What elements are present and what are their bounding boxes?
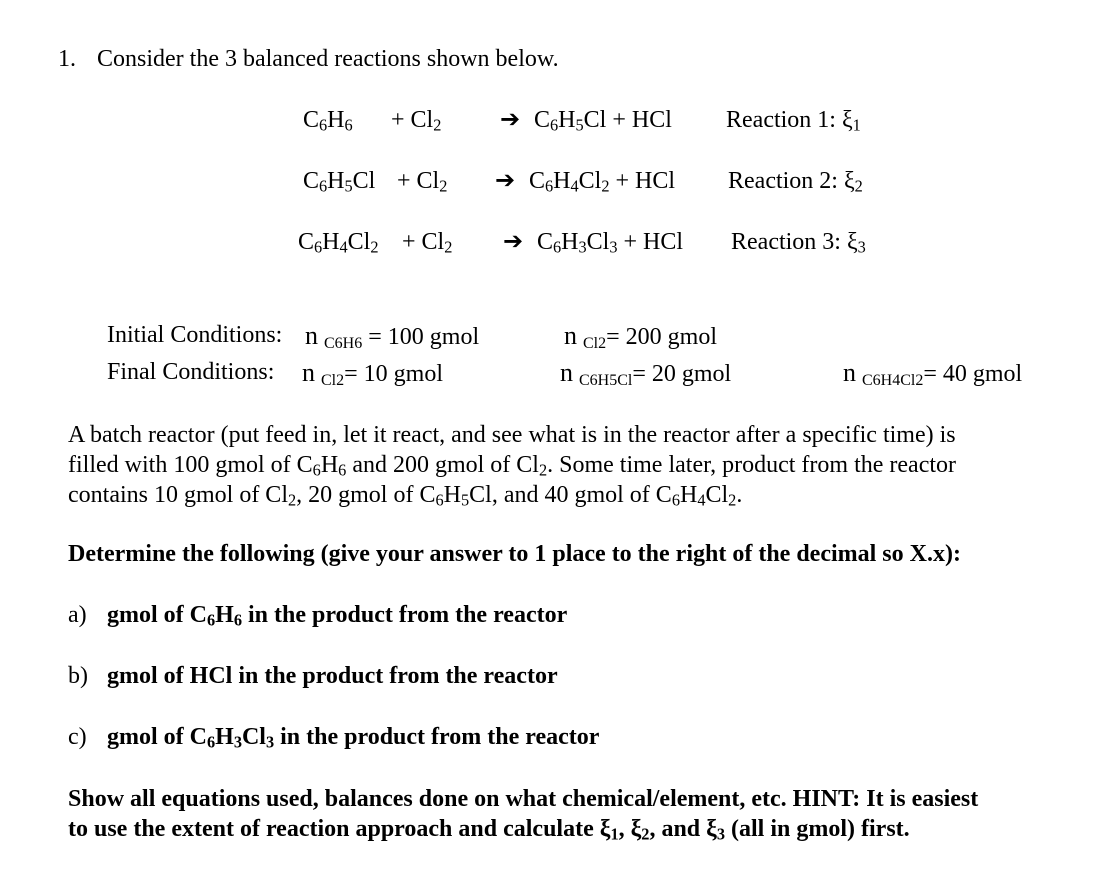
part-c-letter: c) [68, 724, 87, 750]
reaction-1-products: $C_6H_5Cl$ + HCl [534, 107, 672, 135]
reaction-2-reactant-2: + $Cl_2$ [397, 168, 448, 196]
reaction-1-arrow-icon: ➔ [500, 105, 521, 133]
reaction-2-reactant-1: $C_6H_5Cl$ [303, 168, 376, 196]
final-conditions-label: Final Conditions: [107, 359, 275, 385]
question-number: 1. [58, 46, 76, 72]
show-work-instruction [68, 784, 1068, 844]
reaction-2-label: Reaction 2: $\xi_2$ [728, 168, 863, 196]
description-line-3: contains 10 gmol of $Cl_2$, 20 gmol of $C_6H_5Cl$, and 40 gmol of $C_6H_4Cl_2$. [68, 482, 743, 510]
part-b-letter: b) [68, 663, 88, 689]
description-line-1: A batch reactor (put feed in, let it react, and see what is in the reactor after a specific time) is [68, 422, 956, 448]
reaction-3-label: Reaction 3: $\xi_3$ [731, 229, 866, 257]
part-b-text: gmol of HCl in the product from the reactor [107, 663, 558, 689]
description-paragraph [68, 420, 1068, 510]
reaction-3-arrow-icon: ➔ [503, 227, 524, 255]
show-work-line-2: to use the extent of reaction approach and calculate $\xi_1$, $\xi_2$, and $\xi_3$ (all in gmol) first. [68, 816, 910, 844]
reaction-1-reactant-2: + $Cl_2$ [391, 107, 442, 135]
reaction-3-reactant-2: + $Cl_2$ [402, 229, 453, 257]
part-a-letter: a) [68, 602, 87, 628]
reaction-1-label: Reaction 1: $\xi_1$ [726, 107, 861, 135]
description-line-2: filled with 100 gmol of $C_6H_6$ and 200 gmol of $Cl_2$. Some time later, product from the reactor [68, 452, 957, 480]
reaction-3-products: $C_6H_3Cl_3$ + HCl [537, 229, 684, 257]
part-c-text: gmol of $C_6H_3Cl_3$ in the product from the reactor [107, 724, 600, 752]
reaction-1-reactant-1: $C_6H_6$ [303, 107, 353, 135]
final-c6h4cl2: n C6H4Cl2= 40 gmol [843, 358, 1023, 389]
initial-c6h6: n C6H6 = 100 gmol [305, 321, 480, 352]
initial-conditions-label: Initial Conditions: [107, 322, 283, 348]
reaction-3-reactant-1: $C_6H_4Cl_2$ [298, 229, 379, 257]
reaction-2-products: $C_6H_4Cl_2$ + HCl [529, 168, 676, 196]
final-c6h5cl: n C6H5Cl= 20 gmol [560, 358, 732, 389]
show-work-line-1: Show all equations used, balances done on what chemical/element, etc. HINT: It is easiest [68, 786, 979, 812]
determine-instruction: Determine the following (give your answer to 1 place to the right of the decimal so X.x): [68, 541, 961, 567]
question-intro: Consider the 3 balanced reactions shown below. [97, 46, 559, 72]
final-cl2: n Cl2= 10 gmol [302, 358, 443, 389]
initial-cl2: n Cl2= 200 gmol [564, 321, 717, 352]
reaction-2-arrow-icon: ➔ [495, 166, 516, 194]
part-a-text: gmol of $C_6H_6$ in the product from the reactor [107, 602, 568, 630]
